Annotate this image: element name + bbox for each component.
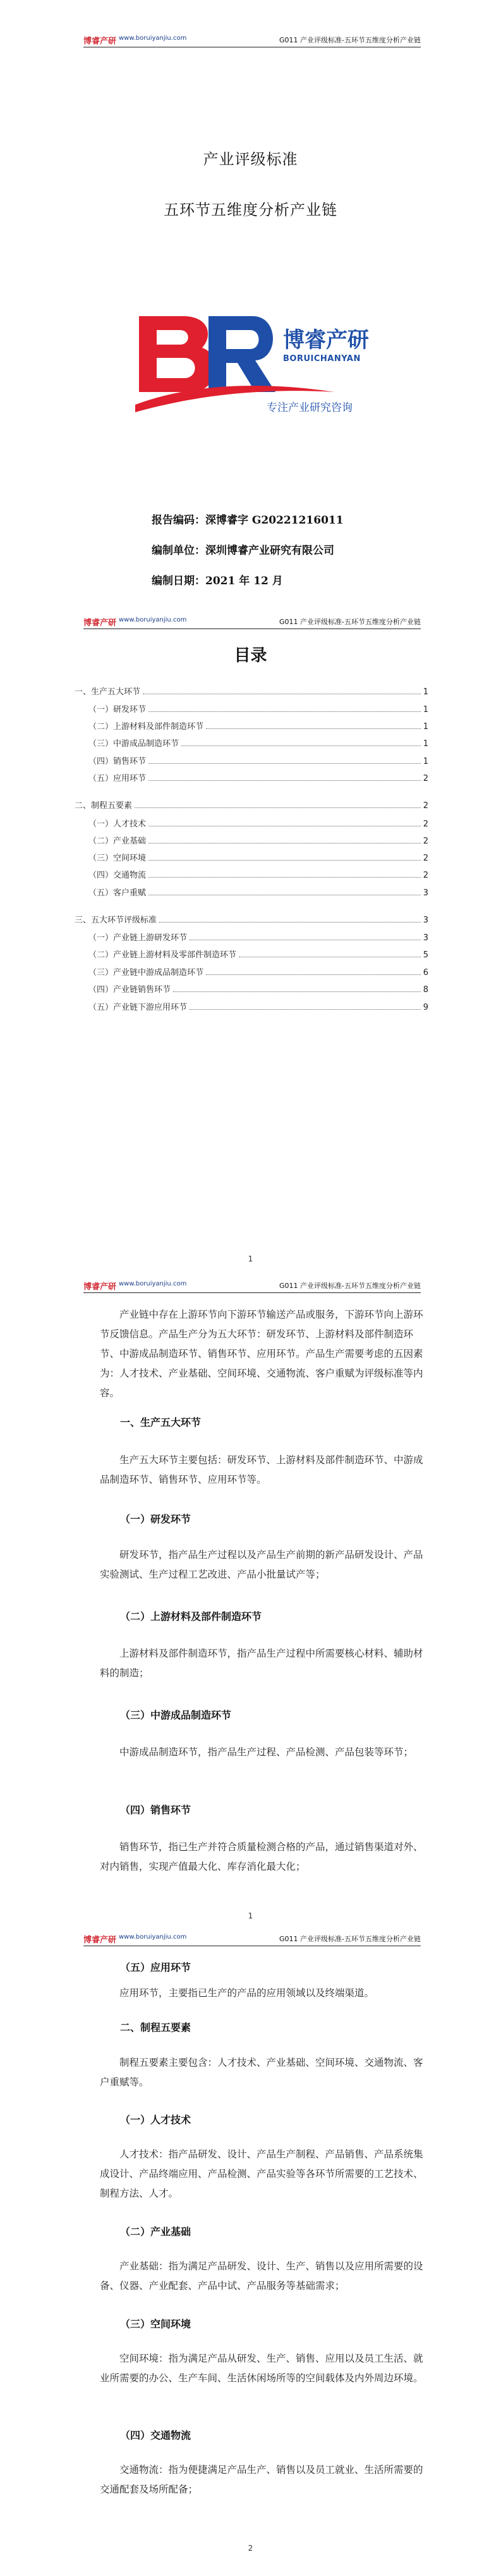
- toc-item-label: （三）中游成品制造环节: [88, 739, 179, 749]
- content-page-2: [0, 1901, 501, 2576]
- toc-item-label: （三）产业链中游成品制造环节: [88, 968, 204, 978]
- content-page-1: [0, 1247, 501, 1901]
- compile-date-value: 2021 年 12 月: [205, 575, 283, 587]
- page-header: [83, 1932, 421, 1946]
- toc-item-page: 5: [423, 950, 428, 960]
- toc-leader-dots: [148, 894, 421, 895]
- toc-leader-dots: [173, 991, 421, 992]
- section-heading: 二、制程五要素: [120, 2021, 191, 2033]
- toc-item[interactable]: [88, 947, 428, 960]
- toc-item[interactable]: [88, 754, 428, 766]
- subsection-paragraph: 中游成品制造环节，指产品生产过程、产品检测、产品包装等环节；: [119, 1746, 414, 1758]
- toc-page: [0, 607, 501, 1247]
- toc-leader-dots: [148, 842, 421, 843]
- toc-item[interactable]: [88, 833, 428, 846]
- toc-leader-dots: [143, 693, 421, 694]
- header-brand: 博睿产研: [83, 618, 117, 628]
- logo-name-cn: 博睿产研: [283, 328, 369, 353]
- header-url[interactable]: www.boruiyanjiu.com: [119, 616, 187, 623]
- toc-item[interactable]: [88, 771, 428, 783]
- toc-item-page: 8: [423, 985, 428, 995]
- toc-item[interactable]: [88, 702, 428, 715]
- compile-date-label: 编制日期：: [152, 575, 205, 587]
- page-header: [83, 1279, 421, 1293]
- section-heading: 一、生产五大环节: [120, 1416, 202, 1428]
- toc-item[interactable]: [88, 736, 428, 749]
- subsection-paragraph: 人才技术：指产品研发、设计、产品生产制程、产品销售、产品系统集成设计、产品终端应用、产品检测、产品实验等各环节所需要的工艺技术、制程方法、人才。: [100, 2149, 423, 2199]
- toc-leader-dots: [135, 807, 421, 808]
- page-number: 2: [248, 2544, 253, 2553]
- toc-item-page: 6: [423, 968, 428, 978]
- toc-item-label: （一）产业链上游研发环节: [88, 933, 188, 943]
- toc-item-page: 3: [423, 916, 428, 925]
- toc-item-label: （二）上游材料及部件制造环节: [88, 722, 204, 732]
- header-doc-title: G011 产业评级标准-五环节五维度分析产业链: [279, 1935, 421, 1943]
- subsection-heading: （一）研发环节: [120, 1513, 191, 1525]
- toc-item-page: 1: [423, 739, 428, 749]
- toc-item-page: 2: [423, 774, 428, 783]
- subsection-paragraph: 研发环节，指产品生产过程以及产品生产前期的新产品研发设计、产品实验测试、生产过程工艺改进、产品小批量试产等；: [100, 1549, 423, 1580]
- toc-leader-dots: [206, 974, 421, 975]
- subsection-heading: （二）上游材料及部件制造环节: [120, 1610, 262, 1622]
- toc-leader-dots: [148, 876, 421, 878]
- toc-leader-dots: [159, 921, 421, 923]
- header-doc-title: G011 产业评级标准-五环节五维度分析产业链: [279, 36, 421, 44]
- section-paragraph: 生产五大环节主要包括：研发环节、上游材料及部件制造环节、中游成品制造环节、销售环节、应用环节等。: [100, 1454, 423, 1485]
- toc-item-label: 三、五大环节评级标准: [75, 916, 157, 925]
- toc-title: 目录: [234, 646, 267, 665]
- toc-item[interactable]: [88, 965, 428, 978]
- compiler-unit: [152, 541, 334, 557]
- logo-tagline: 专注产业研究咨询: [267, 402, 353, 414]
- header-url[interactable]: www.boruiyanjiu.com: [119, 1934, 187, 1941]
- toc-item-page: 1: [423, 705, 428, 715]
- toc-item[interactable]: [75, 912, 428, 925]
- toc-item[interactable]: [88, 930, 428, 943]
- toc-item[interactable]: [88, 885, 428, 898]
- toc-item-label: （四）产业链销售环节: [88, 985, 171, 995]
- header-url[interactable]: www.boruiyanjiu.com: [119, 35, 187, 42]
- header-brand: 博睿产研: [83, 1282, 117, 1292]
- subsection-heading: （三）空间环境: [120, 2318, 191, 2330]
- toc-item-page: 2: [423, 819, 428, 829]
- toc-item-label: （五）应用环节: [88, 774, 147, 783]
- toc-leader-dots: [148, 711, 421, 712]
- toc-leader-dots: [148, 780, 421, 781]
- toc-item[interactable]: [88, 982, 428, 995]
- compile-date: [152, 572, 283, 587]
- toc-leader-dots: [190, 939, 421, 940]
- compiler-unit-label: 编制单位：: [152, 544, 205, 557]
- toc-item-label: （五）产业链下游应用环节: [88, 1003, 188, 1012]
- toc-item[interactable]: [88, 816, 428, 829]
- toc-item-page: 1: [423, 757, 428, 766]
- subsection-paragraph: 空间环境：指为满足产品从研发、生产、销售、应用以及员工生活、就业所需要的办公、生产车间、生活休闲场所等的空间载体及内外周边环境。: [100, 2353, 423, 2384]
- toc-item-label: （四）销售环节: [88, 757, 147, 766]
- header-url[interactable]: www.boruiyanjiu.com: [119, 1280, 187, 1287]
- toc-leader-dots: [239, 956, 421, 957]
- logo-name-en: BORUICHANYAN: [283, 354, 361, 364]
- subsection-paragraph: 应用环节，主要指已生产的产品的应用领域以及终端渠道。: [119, 1987, 375, 1999]
- toc-item[interactable]: [75, 684, 428, 697]
- page-header: [83, 33, 421, 47]
- subsection-heading: （四）销售环节: [120, 1804, 191, 1816]
- report-code-value: 深博睿字 G20221216011: [205, 514, 344, 527]
- toc-item-label: （五）客户重赋: [88, 888, 147, 898]
- toc-item-label: （二）产业基础: [88, 837, 147, 846]
- toc-leader-dots: [148, 825, 421, 826]
- subsection-paragraph: 交通物流：指为便捷满足产品生产、销售以及员工就业、生活所需要的交通配套及场所配备；: [100, 2464, 423, 2495]
- toc-item-page: 3: [423, 888, 428, 898]
- compiler-unit-value: 深圳博睿产业研究有限公司: [205, 544, 334, 557]
- toc-item-page: 1: [423, 687, 428, 697]
- toc-item[interactable]: [88, 719, 428, 732]
- toc-leader-dots: [206, 728, 421, 729]
- subsection-paragraph: 销售环节，指已生产并符合质量检测合格的产品，通过销售渠道对外、对内销售，实现产值最大化、库存消化最大化；: [100, 1841, 423, 1872]
- subsection-heading: （四）交通物流: [120, 2429, 191, 2441]
- toc-item[interactable]: [88, 850, 428, 863]
- toc-item[interactable]: [88, 868, 428, 880]
- toc-item-label: （四）交通物流: [88, 871, 147, 880]
- section-paragraph: 制程五要素主要包含：人才技术、产业基础、空间环境、交通物流、客户重赋等。: [100, 2057, 423, 2088]
- intro-paragraph: 产业链中存在上游环节向下游环节输送产品或服务，下游环节向上游环节反馈信息。产品生产分为五大环节：研发环节、上游材料及部件制造环节、中游成品制造环节、销售环节、应用环节。产品生产需要考虑的五因素为：人才技术、产业基础、空间环境、交通物流、客户重赋为评级标准等内容。: [100, 1309, 423, 1399]
- toc-item-label: （一）人才技术: [88, 819, 147, 829]
- toc-leader-dots: [181, 745, 421, 746]
- cover-page: [0, 0, 501, 607]
- toc-item-page: 2: [423, 837, 428, 846]
- toc-item-page: 2: [423, 854, 428, 863]
- toc-item[interactable]: [88, 1000, 428, 1012]
- subsection-paragraph: 产业基础：指为满足产品研发、设计、生产、销售以及应用所需要的设备、仪器、产业配套、产品中试、产品服务等基础需求；: [100, 2260, 423, 2291]
- toc-leader-dots: [148, 763, 421, 764]
- toc-item-page: 2: [423, 801, 428, 811]
- subsection-paragraph: 上游材料及部件制造环节，指产品生产过程中所需要核心材料、辅助材料的制造；: [100, 1648, 423, 1679]
- toc-item-label: 一、生产五大环节: [75, 687, 141, 697]
- toc-item-label: （一）研发环节: [88, 705, 147, 715]
- toc-item[interactable]: [75, 798, 428, 811]
- subsection-heading: （一）人才技术: [120, 2114, 191, 2126]
- toc-leader-dots: [190, 1009, 421, 1010]
- subsection-heading: （二）产业基础: [120, 2226, 191, 2238]
- toc-item-label: 二、制程五要素: [75, 801, 133, 811]
- company-logo: [133, 310, 385, 430]
- toc-item-page: 1: [423, 722, 428, 732]
- cover-title-line1: 产业评级标准: [203, 150, 298, 168]
- toc-item-label: （二）产业链上游材料及零部件制造环节: [88, 950, 237, 960]
- toc-item-page: 2: [423, 871, 428, 880]
- toc-item-page: 3: [423, 933, 428, 943]
- subsection-heading: （五）应用环节: [120, 1961, 191, 1973]
- header-brand: 博睿产研: [83, 37, 117, 46]
- page-number: 1: [248, 1254, 253, 1263]
- cover-title-line2: 五环节五维度分析产业链: [164, 201, 337, 219]
- header-doc-title: G011 产业评级标准-五环节五维度分析产业链: [279, 1282, 421, 1290]
- page-header: [83, 615, 421, 629]
- toc-leader-dots: [148, 859, 421, 861]
- report-code-label: 报告编码：: [152, 514, 205, 527]
- report-code: [152, 511, 344, 527]
- toc-item-page: 9: [423, 1003, 428, 1012]
- page-number: 1: [248, 1911, 253, 1920]
- header-doc-title: G011 产业评级标准-五环节五维度分析产业链: [279, 618, 421, 626]
- toc-item-label: （三）空间环境: [88, 854, 147, 863]
- subsection-heading: （三）中游成品制造环节: [120, 1709, 232, 1721]
- header-brand: 博睿产研: [83, 1935, 117, 1945]
